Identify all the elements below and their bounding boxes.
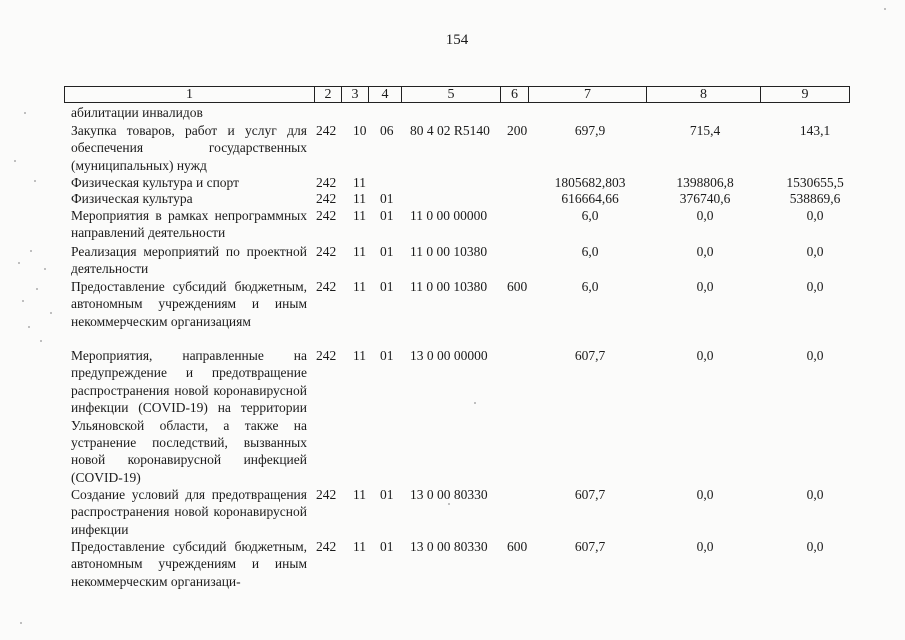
row-col-2: 242 [316,244,337,259]
row-col-7: 6,0 [581,279,599,294]
row-col-7: 616664,66 [561,191,619,206]
row-col-3: 11 [353,244,366,259]
header-col-2: 2 [315,87,342,102]
row-col-9: 0,0 [806,539,824,554]
row-col-7: 1805682,803 [554,175,626,190]
row-name: Физическая культура и спорт [71,175,240,190]
row-col-7: 697,9 [574,123,606,138]
row-col-7: 6,0 [581,208,599,223]
row-col-2: 242 [316,175,337,190]
row-name: Предоставление субсидий бюджетным, автономным учреждениям и иным некоммерческим организациям [71,279,307,329]
row-col-2: 242 [316,279,337,294]
row-col-8: 715,4 [689,123,721,138]
row-name: Мероприятия, направленные на предупреждение и предотвращение распространения новой коронавирусной инфекции (COVID-19) на территории Ульяновской области, а также на устранение последствий, вызванных новой коронавирусной инфекцией (COVID-19) [71,348,307,485]
page-number: 154 [445,32,469,48]
row-col-4: 01 [380,279,394,294]
row-col-4: 01 [380,208,394,223]
header-col-7: 7 [529,87,647,102]
row-col-9: 0,0 [806,487,824,502]
row-col-3: 11 [353,487,366,502]
row-col-5: 11 0 00 00000 [410,208,488,223]
header-col-8: 8 [647,87,761,102]
row-col-5: 13 0 00 80330 [410,487,488,502]
row-col-8: 0,0 [696,487,714,502]
row-col-8: 0,0 [696,348,714,363]
row-col-7: 607,7 [574,487,606,502]
row-col-3: 11 [353,208,366,223]
row-col-3: 11 [353,175,366,190]
row-col-9: 0,0 [806,244,824,259]
row-col-7: 607,7 [574,539,606,554]
row-col-2: 242 [316,208,337,223]
header-col-6: 6 [501,87,529,102]
header-col-5: 5 [402,87,501,102]
row-col-9: 0,0 [806,279,824,294]
row-col-9: 1530655,5 [786,175,844,190]
row-col-4: 06 [380,123,394,138]
header-col-3: 3 [342,87,369,102]
row-col-9: 143,1 [799,123,831,138]
row-col-9: 0,0 [806,348,824,363]
row-col-2: 242 [316,123,337,138]
row-col-8: 1398806,8 [676,175,734,190]
row-col-3: 10 [353,123,367,138]
row-col-5: 11 0 00 10380 [410,244,488,259]
row-col-6: 600 [507,539,528,554]
row-name: Предоставление субсидий бюджетным, автономным учреждениям и иным некоммерческим организаци- [71,539,307,589]
header-col-9: 9 [801,87,809,102]
row-col-5: 80 4 02 R5140 [410,123,490,138]
row-col-8: 0,0 [696,279,714,294]
row-col-7: 607,7 [574,348,606,363]
header-col-4: 4 [369,87,402,102]
row-col-4: 01 [380,191,394,206]
row-col-2: 242 [316,487,337,502]
row-name: Мероприятия в рамках непрограммных направлений деятельности [71,208,307,241]
row-name: Создание условий для предотвращения распространения новой коронавирусной инфекции [71,487,307,537]
row-col-2: 242 [316,539,337,554]
row-name: абилитации инвалидов [71,105,203,120]
row-col-8: 0,0 [696,539,714,554]
row-col-8: 0,0 [696,244,714,259]
row-col-4: 01 [380,348,394,363]
row-name: Реализация мероприятий по проектной деятельности [71,244,307,277]
row-name: Закупка товаров, работ и услуг для обеспечения государственных (муниципальных) нужд [71,123,307,173]
row-col-4: 01 [380,539,394,554]
header-col-1: 1 [65,87,315,102]
row-col-8: 376740,6 [679,191,731,206]
row-col-5: 11 0 00 10380 [410,279,488,294]
row-col-3: 11 [353,191,366,206]
row-col-6: 600 [507,279,528,294]
row-col-3: 11 [353,279,366,294]
row-col-3: 11 [353,348,366,363]
row-col-7: 6,0 [581,244,599,259]
row-col-3: 11 [353,539,366,554]
row-name: Физическая культура [71,191,193,206]
row-col-2: 242 [316,191,337,206]
row-col-2: 242 [316,348,337,363]
row-col-5: 13 0 00 80330 [410,539,488,554]
row-col-4: 01 [380,244,394,259]
row-col-8: 0,0 [696,208,714,223]
row-col-4: 01 [380,487,394,502]
table-header [64,86,850,103]
row-col-6: 200 [507,123,528,138]
row-col-9: 538869,6 [789,191,841,206]
row-col-9: 0,0 [806,208,824,223]
row-col-5: 13 0 00 00000 [410,348,488,363]
